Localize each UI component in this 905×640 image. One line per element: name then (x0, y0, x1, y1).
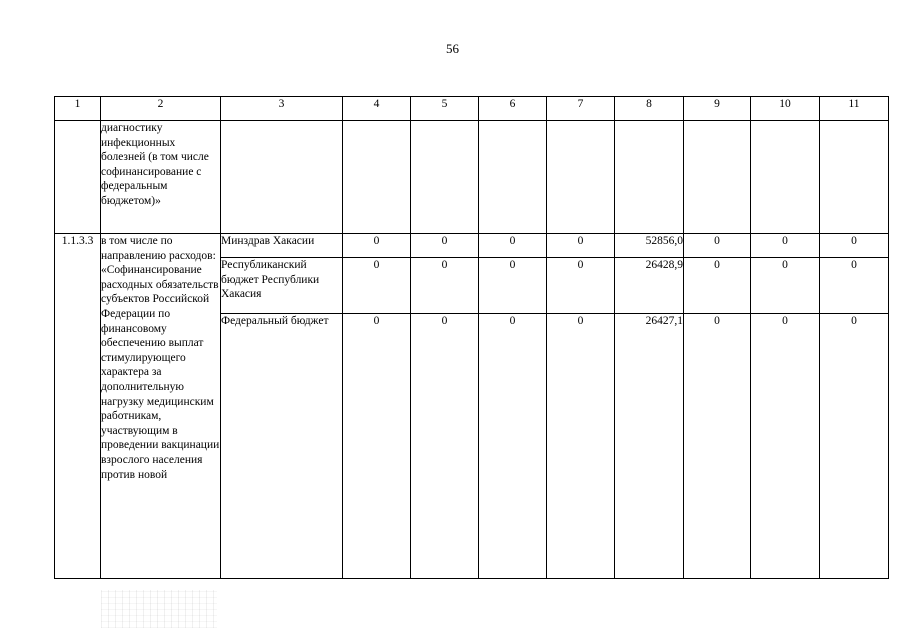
value-cell: 26428,9 (615, 258, 684, 314)
column-header: 3 (221, 97, 343, 121)
value-cell: 52856,0 (615, 234, 684, 258)
value-cell: 0 (479, 234, 547, 258)
table-cell (751, 121, 820, 234)
table-cell (221, 121, 343, 234)
value-cell: 0 (684, 314, 751, 579)
continuation-description: диагностику инфекционных болезней (в том числе софинансирование с федеральным бюджетом)» (101, 121, 221, 234)
column-header: 9 (684, 97, 751, 121)
value-cell: 0 (751, 234, 820, 258)
funding-source: Республиканский бюджет Республики Хакасия (221, 258, 343, 314)
value-cell: 0 (479, 258, 547, 314)
table-cell (343, 121, 411, 234)
table-cell (411, 121, 479, 234)
item-description: в том числе по направлению расходов: «Софинансирование расходных обязательств субъектов Российской Федерации по финансовому обеспечению выплат стимулирующего характера за дополнительную нагрузку медицинским работникам, участвующим в проведении вакцинации взрослого населения против новой (101, 234, 221, 579)
table-header-row (55, 97, 889, 121)
value-cell: 26427,1 (615, 314, 684, 579)
page-number: 56 (446, 41, 459, 56)
column-header: 5 (411, 97, 479, 121)
value-cell: 0 (547, 314, 615, 579)
table-cell (55, 121, 101, 234)
value-cell: 0 (751, 314, 820, 579)
scan-artifact (101, 590, 217, 628)
table-cell (615, 121, 684, 234)
table-cell (820, 121, 889, 234)
value-cell: 0 (820, 234, 889, 258)
value-cell: 0 (411, 314, 479, 579)
funding-source: Федеральный бюджет (221, 314, 343, 579)
value-cell: 0 (547, 258, 615, 314)
value-cell: 0 (343, 258, 411, 314)
table-row-ministry (55, 234, 889, 258)
column-header: 6 (479, 97, 547, 121)
value-cell: 0 (751, 258, 820, 314)
table-cell (684, 121, 751, 234)
value-cell: 0 (479, 314, 547, 579)
value-cell: 0 (343, 314, 411, 579)
value-cell: 0 (547, 234, 615, 258)
table-cell (479, 121, 547, 234)
value-cell: 0 (411, 234, 479, 258)
value-cell: 0 (684, 234, 751, 258)
column-header: 7 (547, 97, 615, 121)
value-cell: 0 (411, 258, 479, 314)
funding-source: Минздрав Хакасии (221, 234, 343, 258)
column-header: 4 (343, 97, 411, 121)
column-header: 10 (751, 97, 820, 121)
value-cell: 0 (684, 258, 751, 314)
budget-table (54, 96, 889, 579)
table-cell (547, 121, 615, 234)
table-row-continuation (55, 121, 889, 234)
column-header: 11 (820, 97, 889, 121)
value-cell: 0 (343, 234, 411, 258)
value-cell: 0 (820, 258, 889, 314)
column-header: 8 (615, 97, 684, 121)
column-header: 2 (101, 97, 221, 121)
column-header: 1 (55, 97, 101, 121)
value-cell: 0 (820, 314, 889, 579)
item-code: 1.1.3.3 (55, 234, 101, 579)
